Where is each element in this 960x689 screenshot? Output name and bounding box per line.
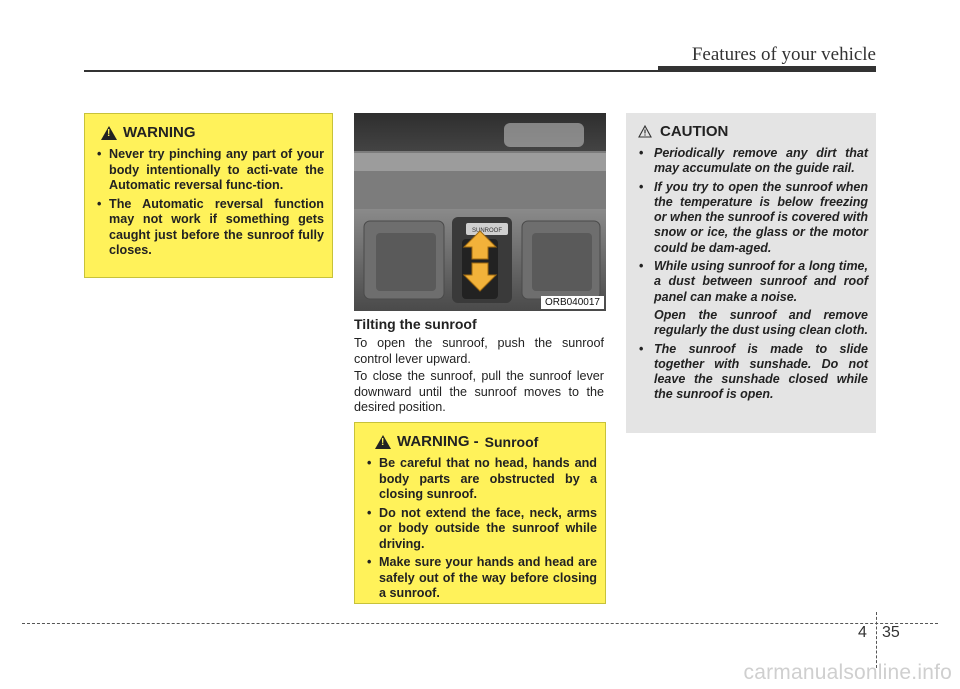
warning-box-sunroof: [354, 422, 606, 604]
warning-item: • Make sure your hands and head are safely out of the way before closing a sunroof.: [365, 555, 597, 602]
warning-item: • The Automatic reversal function may not work if something gets caught just before the sunroof fully closes.: [95, 197, 324, 259]
caution-title-text: CAUTION: [660, 123, 729, 140]
sunroof-switch-photo: [354, 113, 606, 311]
warning-triangle-icon: [375, 435, 391, 449]
switch-label: SUNROOF: [472, 228, 502, 234]
header-rule-thick: [658, 66, 876, 72]
caution-title: [634, 123, 868, 140]
page-number: 35: [882, 624, 900, 641]
warning-title-text: WARNING: [123, 124, 196, 141]
warning-list: [95, 147, 324, 259]
caution-triangle-icon: [638, 125, 652, 138]
warning-sunroof-title-text: WARNING -: [397, 433, 479, 450]
caution-item: • Periodically remove any dirt that may accumulate on the guide rail.: [634, 146, 868, 177]
caution-item: • If you try to open the sunroof when the temperature is below freezing or when the sunroof is covered with snow or ice, the glass or the motor could be dam-aged.: [634, 180, 868, 256]
warning-sunroof-title: [365, 433, 597, 450]
caution-item: • While using sunroof for a long time, a dust between sunroof and roof panel can make a noise.: [634, 259, 868, 305]
section-heading: Tilting the sunroof: [354, 316, 477, 332]
warning-triangle-icon: [101, 126, 117, 140]
caution-box: [626, 113, 876, 433]
footer-rule: [22, 623, 938, 624]
watermark: carmanualsonline.info: [743, 661, 952, 684]
page-divider: [876, 612, 877, 668]
warning-sunroof-list: [365, 456, 597, 602]
caution-item: • The sunroof is made to slide together with sunshade. Do not leave the sunshade closed while the sunroof is open.: [634, 342, 868, 403]
header-title: Features of your vehicle: [691, 44, 876, 65]
warning-item: • Never try pinching any part of your body intentionally to acti-vate the Automatic reversal func-tion.: [95, 147, 324, 194]
photo-code: ORB040017: [541, 296, 604, 309]
warning-item: • Be careful that no head, hands and body parts are obstructed by a closing sunroof.: [365, 456, 597, 503]
warning-title: [95, 124, 324, 141]
warning-box-left: [84, 113, 333, 278]
sunroof-switch-illustration: [354, 113, 606, 311]
paragraph-close: To close the sunroof, pull the sunroof lever downward until the sunroof moves to the desired position.: [354, 369, 604, 414]
caution-item-continuation: Open the sunroof and remove regularly the dust using clean cloth.: [654, 307, 868, 338]
warning-item: • Do not extend the face, neck, arms or body outside the sunroof while driving.: [365, 506, 597, 553]
header-rule-thin: [84, 70, 658, 72]
warning-sunroof-subtitle: Sunroof: [484, 433, 539, 450]
caution-list: [634, 146, 868, 403]
paragraph-open: To open the sunroof, push the sunroof control lever upward.: [354, 336, 604, 366]
chapter-number: 4: [858, 624, 867, 641]
